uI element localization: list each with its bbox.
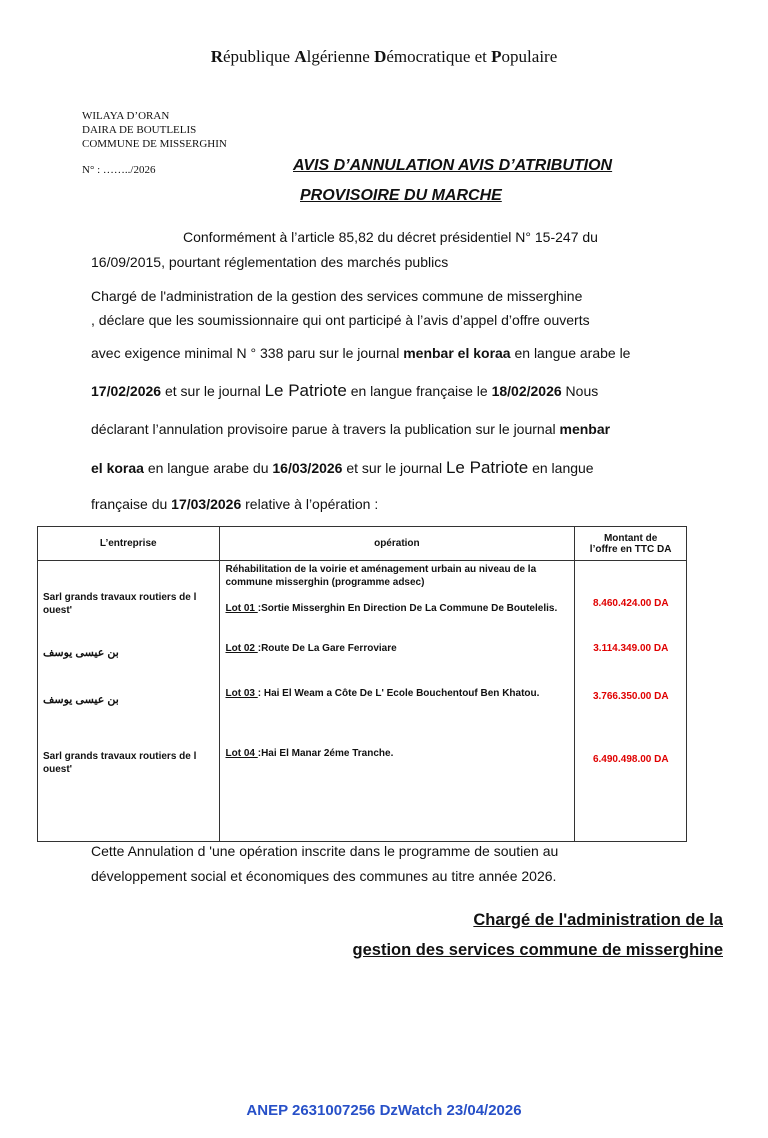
operation-column [219,561,575,842]
body-p1-line2: 16/09/2015, pourtant réglementation des marchés publics [91,254,449,270]
operations-table [37,526,687,842]
notice-title-line2: PROVISOIRE DU MARCHE [300,187,502,204]
montant-column [575,561,687,842]
operation-lot3: Lot 03 : Hai El Weam a Côte De L' Ecole Bouchentouf Ben Khatou. [225,688,540,699]
body-p2-line6: el koraa en langue arabe du 16/03/2026 et sur le journal Le Patriote en langue [91,458,594,477]
entreprise-lot1: Sarl grands travaux routiers de l ouest' [43,592,197,616]
table-body-row [38,561,687,842]
commune-label: COMMUNE DE MISSERGHIN [82,138,227,150]
notice-title-line1: AVIS D’ANNULATION AVIS D’ATRIBUTION [293,157,613,174]
body-p2-line1: Chargé de l'administration de la gestion des services commune de misserghine [91,288,583,304]
entreprise-lot3: بن عيسى يوسف [43,694,119,706]
entreprise-lot2: بن عيسى يوسف [43,647,119,659]
body-p2-line4: 17/02/2026 et sur le journal Le Patriote en langue française le 18/02/2026 Nous [91,381,599,400]
operation-lot1: Lot 01 :Sortie Misserghin En Direction De La Commune De Boutelelis. [225,603,558,614]
closing-line1: Cette Annulation d 'une opération inscrite dans le programme de soutien au [91,843,559,859]
montant-lot3: 3.766.350.00 DA [592,691,669,702]
body-p2-line3: avec exigence minimal N ° 338 paru sur le journal menbar el koraa en langue arabe le [91,345,631,361]
table-header-row [38,527,687,561]
header-operation: opération [219,527,575,561]
anep-footer: ANEP 2631007256 DzWatch 23/04/2026 [246,1102,522,1119]
body-p2-line2: , déclare que les soumissionnaire qui ont participé à l’avis d’appel d’offre ouverts [91,312,590,328]
signature-block [353,905,723,965]
montant-lot2: 3.114.349.00 DA [593,643,669,654]
wilaya-label: WILAYA D’ORAN [82,110,170,122]
operation-lot4: Lot 04 :Hai El Manar 2éme Tranche. [225,748,394,759]
closing-line2: développement social et économiques des communes au titre année 2026. [91,868,557,884]
body-p2-line5: déclarant l’annulation provisoire parue à travers la publication sur le journal menbar [91,421,611,437]
signature-line1: Chargé de l'administration de la [473,911,723,929]
entreprise-column [38,561,220,842]
republic-header: République Algérienne Démocratique et Populaire [210,47,558,66]
montant-lot4: 6.490.498.00 DA [592,754,669,765]
reference-number: N° : ……../2026 [82,164,156,176]
header-entreprise: L’entreprise [38,527,220,561]
signature-line2: gestion des services commune de misserghine [352,941,723,959]
entreprise-lot4: Sarl grands travaux routiers de l ouest' [43,751,197,775]
montant-lot1: 8.460.424.00 DA [592,598,669,609]
operation-lot2: Lot 02 :Route De La Gare Ferroviare [225,643,397,654]
operation-intro: Réhabilitation de la voirie et aménagement urbain au niveau de la commune misserghin (programme adsec) [225,564,537,588]
body-p1-line1: Conformément à l’article 85,82 du décret présidentiel N° 15-247 du [183,229,598,245]
daira-label: DAIRA DE BOUTLELIS [82,124,197,136]
header-montant: Montant de l’offre en TTC DA [575,527,687,561]
body-p2-line7: française du 17/03/2026 relative à l’opération : [91,496,379,512]
